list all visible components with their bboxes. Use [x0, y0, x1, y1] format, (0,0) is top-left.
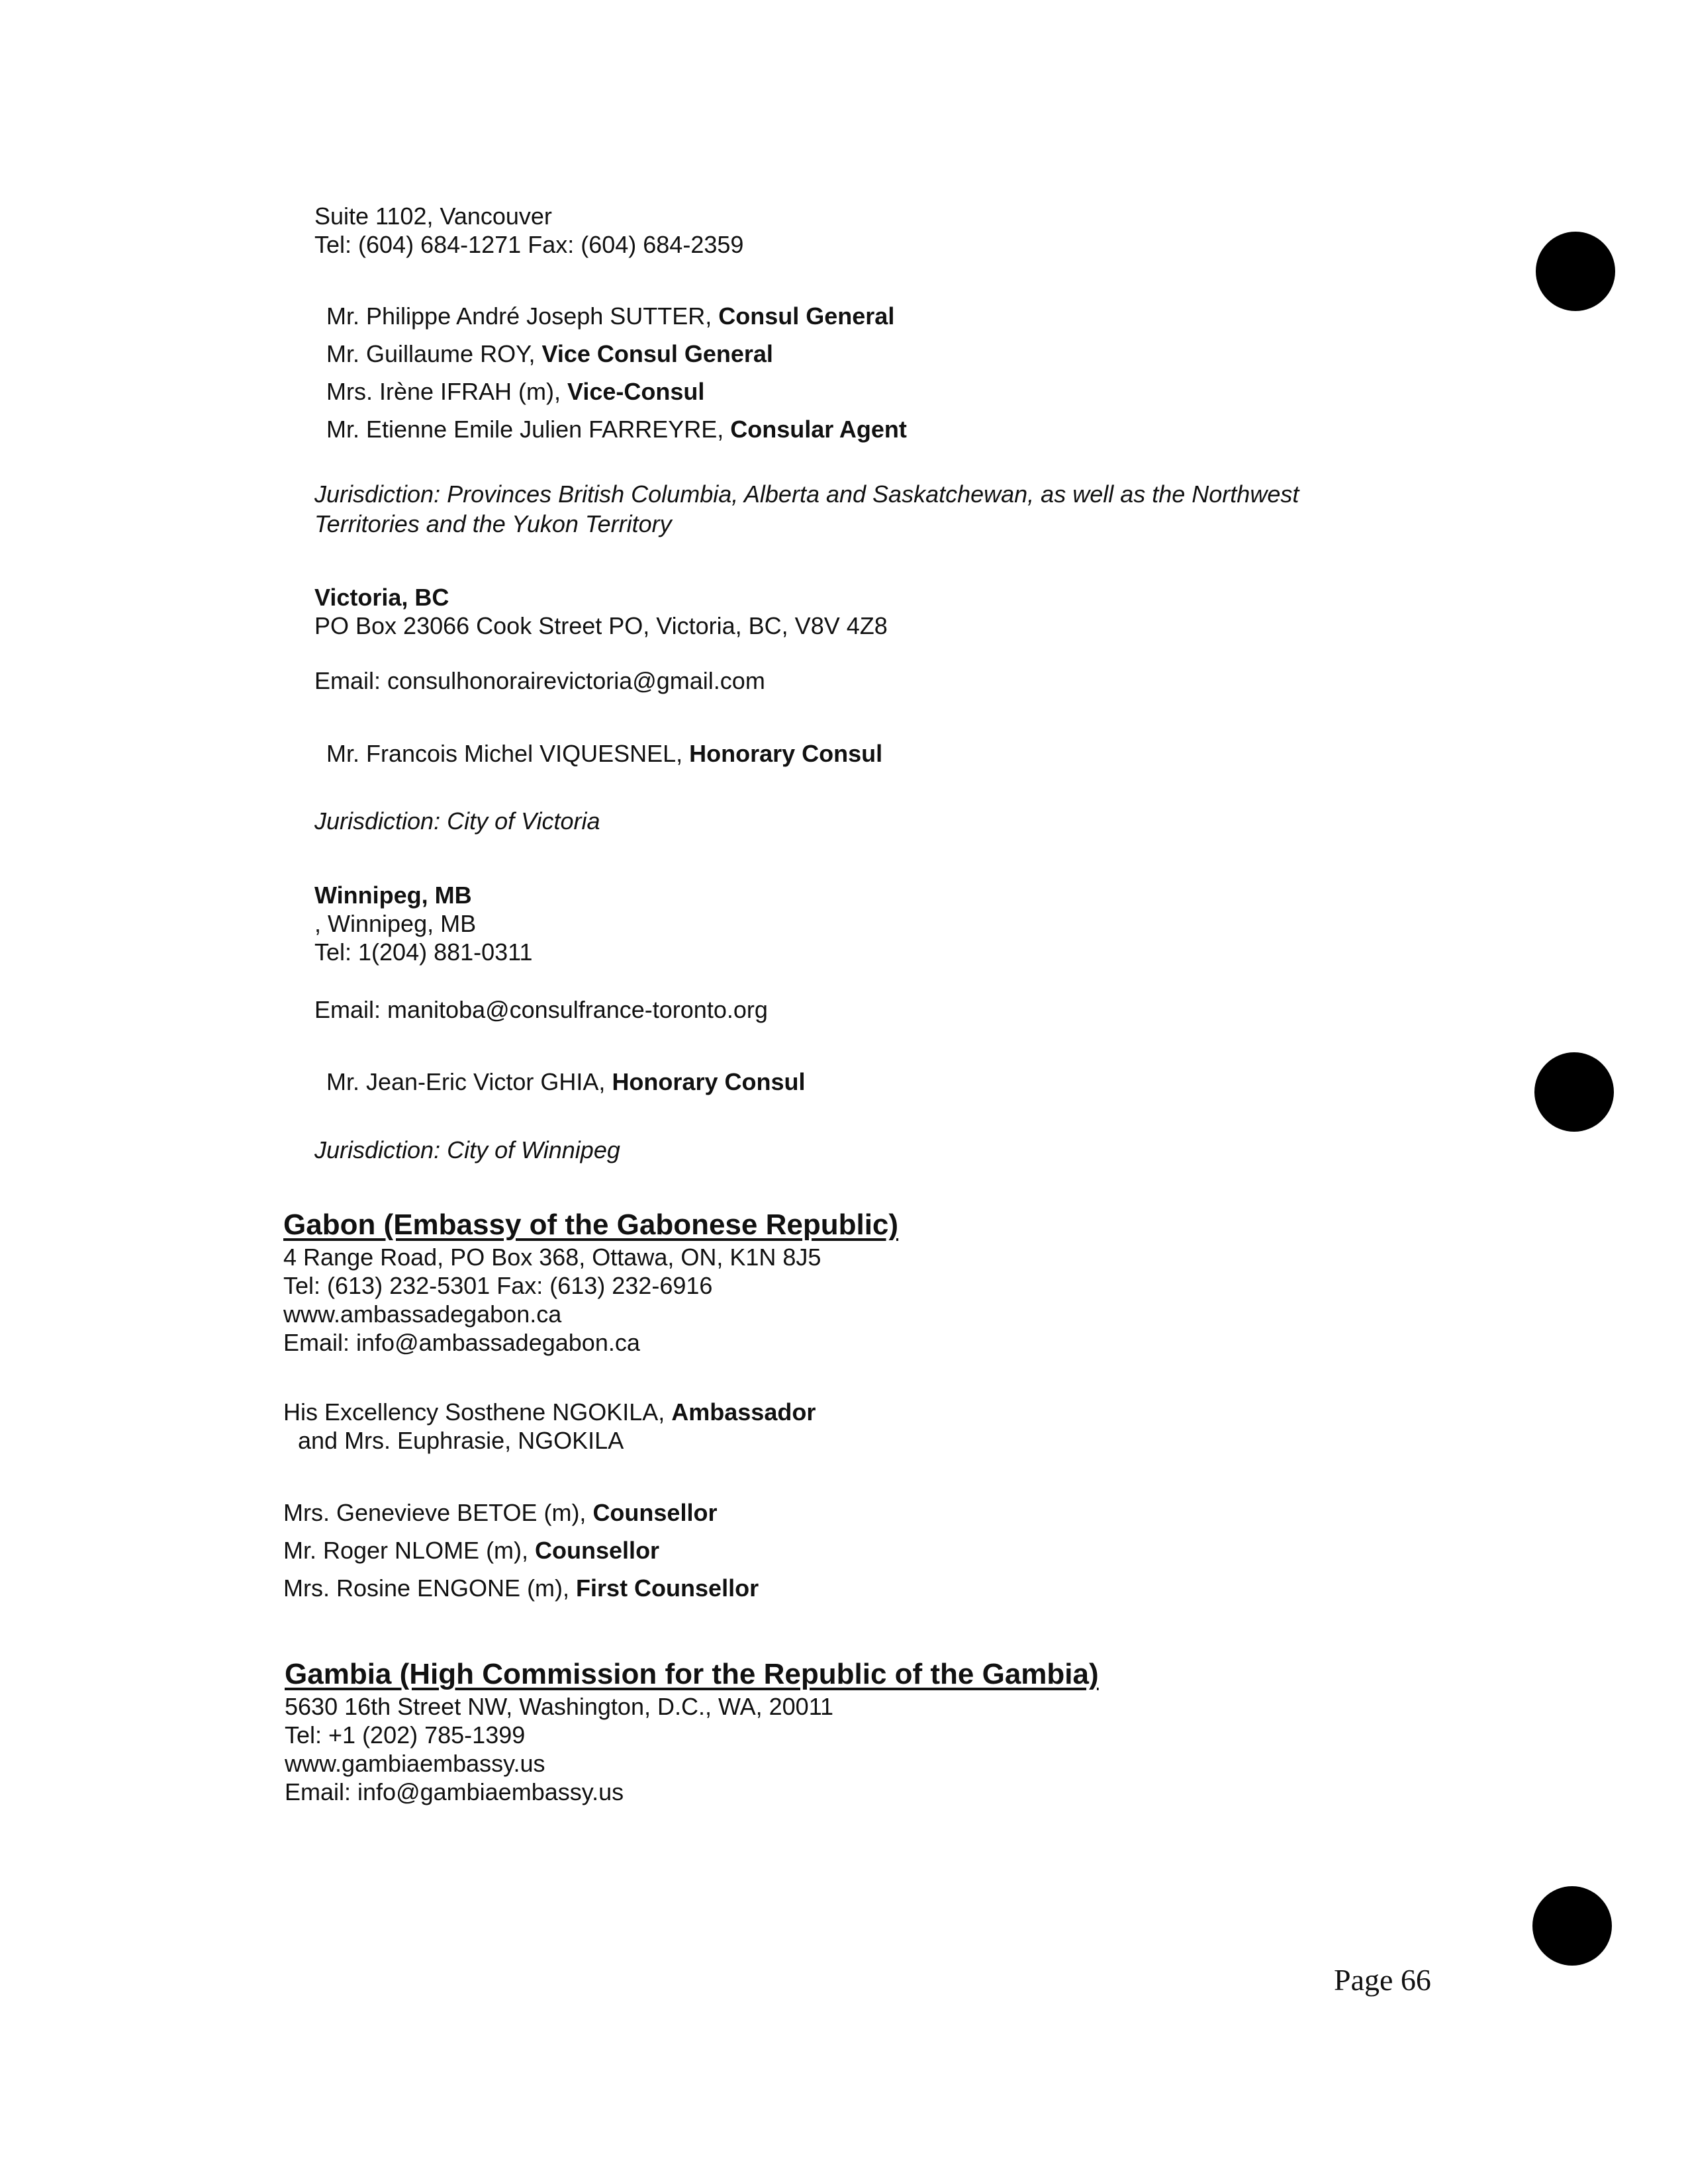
- office-email: Email: consulhonorairevictoria@gmail.com: [314, 667, 765, 694]
- country-email: Email: info@gambiaembassy.us: [285, 1778, 624, 1805]
- punch-hole-bottom: [1532, 1886, 1612, 1966]
- jurisdiction-line: Jurisdiction: Provinces British Columbia, Alberta and Saskatchewan, as well as the Northwest: [314, 480, 1299, 508]
- country-website: www.gambiaembassy.us: [285, 1750, 545, 1777]
- staff-line: [326, 302, 894, 331]
- jurisdiction-line: Jurisdiction: City of Victoria: [314, 807, 600, 835]
- office-email: Email: manitoba@consulfrance-toronto.org: [314, 996, 768, 1023]
- ambassador-title: Ambassador: [671, 1398, 816, 1426]
- staff-title: Vice Consul General: [541, 340, 773, 367]
- staff-line: [326, 1068, 805, 1097]
- staff-name: Mr. Etienne Emile Julien FARREYRE,: [326, 416, 731, 443]
- ambassador-spouse: and Mrs. Euphrasie, NGOKILA: [298, 1427, 624, 1454]
- address-line: Suite 1102, Vancouver: [314, 203, 552, 230]
- country-address: 4 Range Road, PO Box 368, Ottawa, ON, K1N 8J5: [283, 1244, 821, 1271]
- staff-line: [326, 739, 882, 768]
- country-heading: Gabon (Embassy of the Gabonese Republic): [283, 1208, 899, 1241]
- country-heading: Gambia (High Commission for the Republic of the Gambia): [285, 1658, 1099, 1690]
- staff-title: Honorary Consul: [612, 1068, 806, 1095]
- jurisdiction-line: Territories and the Yukon Territory: [314, 510, 672, 537]
- office-heading: Winnipeg, MB: [314, 882, 472, 909]
- staff-title: Counsellor: [535, 1537, 660, 1564]
- staff-line: [326, 415, 907, 444]
- staff-name: Mr. Philippe André Joseph SUTTER,: [326, 302, 719, 330]
- staff-line: [283, 1536, 659, 1565]
- page-number: Page 66: [1334, 1963, 1431, 1997]
- staff-title: Consular Agent: [730, 416, 907, 443]
- staff-line: [326, 377, 704, 406]
- staff-title: Consul General: [718, 302, 895, 330]
- country-email: Email: info@ambassadegabon.ca: [283, 1329, 640, 1356]
- country-website: www.ambassadegabon.ca: [283, 1300, 562, 1328]
- jurisdiction-line: Jurisdiction: City of Winnipeg: [314, 1136, 620, 1163]
- country-tel: Tel: (613) 232-5301 Fax: (613) 232-6916: [283, 1272, 713, 1299]
- country-tel: Tel: +1 (202) 785-1399: [285, 1721, 526, 1749]
- punch-hole-middle: [1534, 1052, 1614, 1132]
- office-heading: Victoria, BC: [314, 584, 449, 611]
- staff-name: Mr. Roger NLOME (m),: [283, 1537, 536, 1564]
- punch-hole-top: [1536, 232, 1615, 311]
- staff-name: Mr. Guillaume ROY,: [326, 340, 542, 367]
- tel-fax-line: Tel: (604) 684-1271 Fax: (604) 684-2359: [314, 231, 744, 258]
- ambassador-line: [283, 1398, 816, 1427]
- country-address: 5630 16th Street NW, Washington, D.C., WA, 20011: [285, 1693, 834, 1720]
- staff-line: [283, 1498, 717, 1527]
- staff-name: Mr. Jean-Eric Victor GHIA,: [326, 1068, 612, 1095]
- office-address: PO Box 23066 Cook Street PO, Victoria, BC, V8V 4Z8: [314, 612, 888, 639]
- staff-title: Vice-Consul: [567, 378, 705, 405]
- staff-title: Honorary Consul: [689, 740, 883, 767]
- staff-title: Counsellor: [592, 1499, 718, 1526]
- office-tel: Tel: 1(204) 881-0311: [314, 938, 533, 966]
- staff-line: [326, 340, 773, 369]
- office-address: , Winnipeg, MB: [314, 910, 477, 937]
- staff-title: First Counsellor: [576, 1574, 759, 1602]
- staff-line: [283, 1574, 759, 1603]
- staff-name: Mrs. Genevieve BETOE (m),: [283, 1499, 593, 1526]
- staff-name: Mr. Francois Michel VIQUESNEL,: [326, 740, 690, 767]
- staff-name: Mrs. Irène IFRAH (m),: [326, 378, 568, 405]
- staff-name: Mrs. Rosine ENGONE (m),: [283, 1574, 577, 1602]
- ambassador-name: His Excellency Sosthene NGOKILA,: [283, 1398, 672, 1426]
